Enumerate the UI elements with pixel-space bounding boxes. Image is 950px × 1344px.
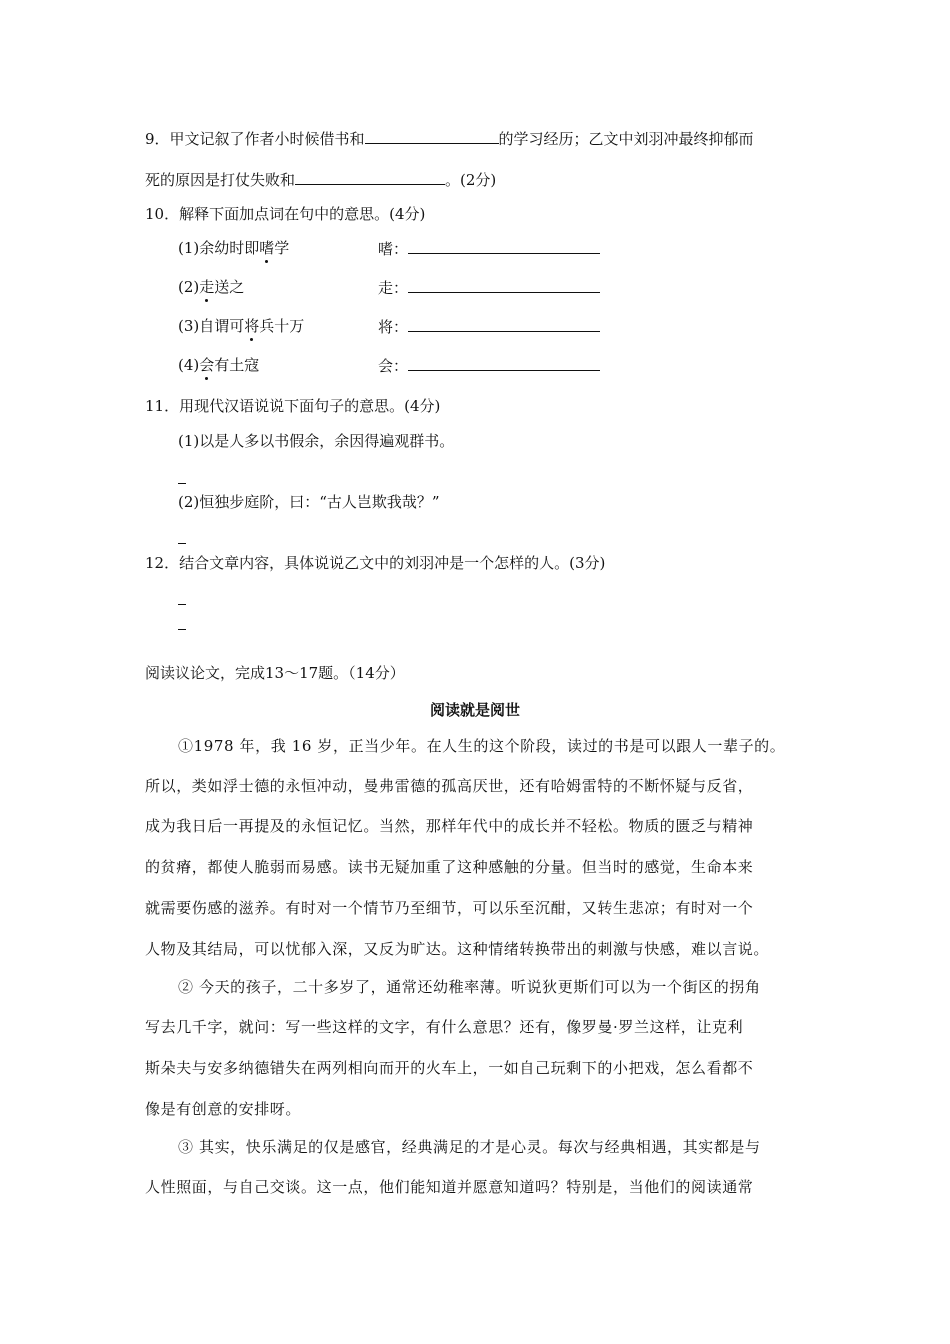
q10-item-1-label: 嗜： <box>378 240 409 258</box>
article-line-5: 就需要伤感的滋养。有时对一个情节乃至细节，可以乐至沉酣，又转生悲凉；有时对一个 <box>145 899 754 917</box>
q9-text-2: 的学习经历；乙文中刘羽冲最终抑郁而 <box>498 130 754 148</box>
q11-answer-line-2[interactable] <box>178 543 186 544</box>
q10-item-3-label: 将： <box>378 318 409 336</box>
q10-item-4-blank[interactable] <box>408 355 600 371</box>
q10-item-2-pre: (2) <box>178 278 200 296</box>
q10-item-2-blank[interactable] <box>408 277 600 293</box>
article-line-3: 成为我日后一再提及的永恒记忆。当然，那样年代中的成长并不轻松。物质的匮乏与精神 <box>145 817 754 835</box>
question-11-title: 11．用现代汉语说说下面句子的意思。(4分) <box>145 397 441 415</box>
question-12-title: 12．结合文章内容，具体说说乙文中的刘羽冲是一个怎样的人。(3分) <box>145 554 606 572</box>
q10-item-2-dotted-word: 走 <box>199 278 215 296</box>
q10-item-3-sentence <box>178 316 304 336</box>
question-10-title: 10．解释下面加点词在句中的意思。(4分) <box>145 205 426 223</box>
q9-blank-1[interactable] <box>365 128 499 144</box>
article-line-10: 像是有创意的安排呀。 <box>145 1100 302 1118</box>
q9-blank-2[interactable] <box>295 169 445 185</box>
article-line-9: 斯朵夫与安多纳德错失在两列相向而开的火车上，一如自己玩剩下的小把戏，怎么看都不 <box>145 1059 754 1077</box>
q10-item-3-dotted-word: 将 <box>244 317 260 335</box>
article-line-6: 人物及其结局，可以忧郁入深，又反为旷达。这种情绪转换带出的刺激与快感，难以言说。 <box>145 940 770 958</box>
q10-item-2-sentence <box>178 277 244 297</box>
q10-item-4-label: 会： <box>378 357 409 375</box>
article-line-1: ①1978 年，我 16 岁，正当少年。在人生的这个阶段，读过的书是可以跟人一辈子的。 <box>178 737 786 755</box>
q10-item-4-answer <box>378 355 600 376</box>
q10-item-3-blank[interactable] <box>408 316 600 332</box>
article-line-8: 写去几千字，就问：写一些这样的文字，有什么意思？还有，像罗曼·罗兰这样，让克利 <box>145 1018 744 1036</box>
q10-item-2-label: 走： <box>378 279 409 297</box>
question-9-line-1 <box>145 128 754 149</box>
q10-item-4-sentence <box>178 355 259 375</box>
article-line-7: ② 今天的孩子，二十多岁了，通常还幼稚率薄。听说狄更斯们可以为一个街区的拐角 <box>178 978 761 996</box>
q10-item-4-pre: (4) <box>178 356 200 374</box>
article-line-4: 的贫瘠，都使人脆弱而易感。读书无疑加重了这种感触的分量。但当时的感觉，生命本来 <box>145 858 754 876</box>
reading-intro: 阅读议论文，完成13～17题。（14分） <box>145 664 405 682</box>
article-line-2: 所以，类如浮士德的永恒冲动，曼弗雷德的孤高厌世，还有哈姆雷特的不断怀疑与反省， <box>145 777 754 795</box>
q9-text-3: 死的原因是打仗失败和 <box>145 171 296 189</box>
q10-item-3-answer <box>378 316 600 337</box>
q9-text-1: 9．甲文记叙了作者小时候借书和 <box>145 130 365 148</box>
q10-item-3-pre: (3)自谓可 <box>178 317 245 335</box>
q10-item-3-post: 兵十万 <box>259 317 305 335</box>
q10-item-2-answer <box>378 277 600 298</box>
q10-item-1-pre: (1)余幼时即 <box>178 239 260 257</box>
q9-text-4: 。(2分) <box>445 171 497 189</box>
q11-sentence-2: (2)恒独步庭阶，曰：“古人岂欺我哉？” <box>178 493 440 511</box>
q11-answer-line-1[interactable] <box>178 483 186 484</box>
article-line-11: ③ 其实，快乐满足的仅是感官，经典满足的才是心灵。每次与经典相遇，其实都是与 <box>178 1138 761 1156</box>
q11-sentence-1: (1)以是人多以书假余，余因得遍观群书。 <box>178 432 455 450</box>
q10-item-1-blank[interactable] <box>408 238 600 254</box>
q10-item-1-sentence <box>178 238 289 258</box>
question-9-line-2 <box>145 169 496 190</box>
q10-item-2-post: 送之 <box>214 278 245 296</box>
q10-item-4-post: 有土寇 <box>214 356 260 374</box>
q10-item-4-dotted-word: 会 <box>199 356 215 374</box>
q10-item-1-post: 学 <box>274 239 290 257</box>
article-title: 阅读就是阅世 <box>429 701 520 719</box>
q12-answer-line-1[interactable] <box>178 604 186 605</box>
article-line-12: 人性照面，与自己交谈。这一点，他们能知道并愿意知道吗？特别是，当他们的阅读通常 <box>145 1178 754 1196</box>
q10-item-1-answer <box>378 238 600 259</box>
q10-item-1-dotted-word: 嗜 <box>259 239 275 257</box>
q12-answer-line-2[interactable] <box>178 629 186 630</box>
